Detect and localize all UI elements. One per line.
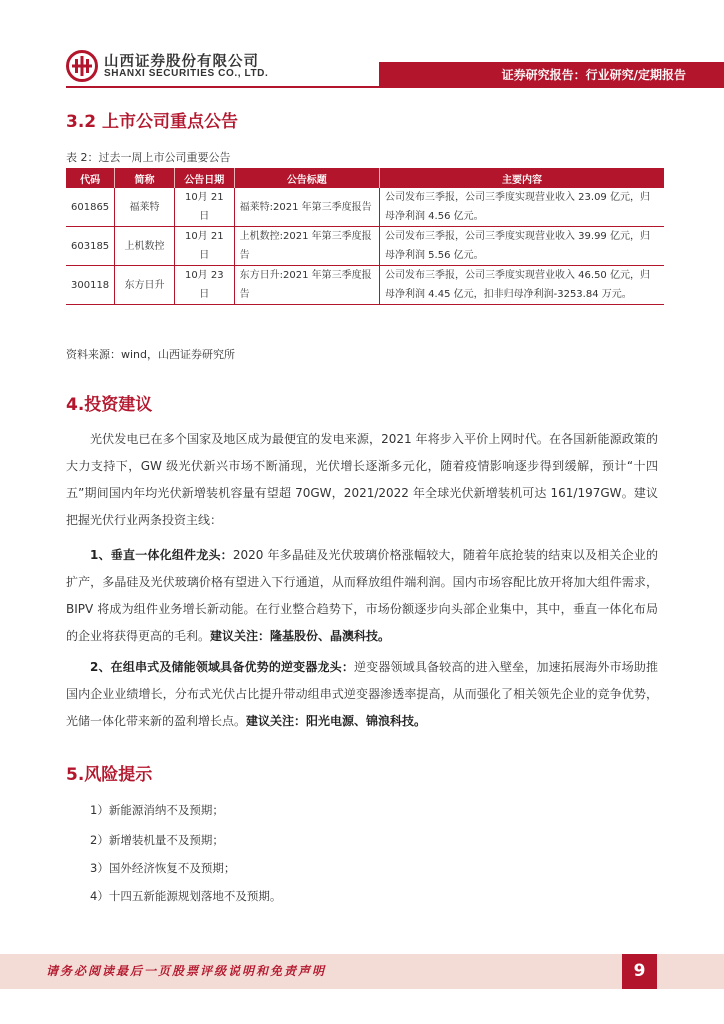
cell-title: 东方日升:2021 年第三季度报告 <box>234 266 379 305</box>
intro-paragraph: 光伏发电已在多个国家及地区成为最便宜的发电来源，2021 年将步入平价上网时代。在各国新能源政策的大力支持下，GW 级光伏新兴市场不断涌现，光伏增长逐渐多元化，随着疫情影响逐步得到缓解，预计“十四五”期间国内年均光伏新增装机容量有望超 70GW，2021/2022 年全球光伏新增装机可达 161/197GW。建议把握光伏行业两条投资主线： <box>66 432 658 527</box>
table-caption: 表 2：过去一周上市公司重要公告 <box>66 151 231 164</box>
cell-name: 上机数控 <box>115 227 175 266</box>
investment-point-2 <box>66 654 658 735</box>
footer-bar <box>0 954 724 989</box>
section-3-2-title: 3.2 上市公司重点公告 <box>66 112 239 132</box>
risk-item: 3）国外经济恢复不及预期； <box>90 861 236 875</box>
cell-code: 603185 <box>66 227 115 266</box>
company-logo <box>66 50 98 82</box>
point-1-body: 2020 年多晶硅及光伏玻璃价格涨幅较大，随着年底抢装的结束以及相关企业的扩产，多晶硅及光伏玻璃价格有望进入下行通道，从而释放组件端利润。国内市场容配比放开将加大组件需求，BIPV 将成为组件业务增长新动能。在行业整合趋势下，市场份额逐步向头部企业集中，其中，垂直一体化布局的企业将获得更高的毛利。 <box>66 548 658 643</box>
table-header-row <box>66 168 664 188</box>
section-4-title: 4.投资建议 <box>66 395 153 415</box>
footer-disclaimer: 请务必阅读最后一页股票评级说明和免责声明 <box>46 964 327 978</box>
risk-item: 2）新增装机量不及预期； <box>90 833 224 847</box>
cell-date: 10月 21 日 <box>174 227 234 266</box>
cell-content: 公司发布三季报，公司三季度实现营业收入 39.99 亿元，归母净利润 5.56 亿元。 <box>379 227 664 266</box>
cell-code: 300118 <box>66 266 115 305</box>
point-2-recommendation: 建议关注：阳光电源、锦浪科技。 <box>246 714 427 728</box>
cell-title: 福莱特:2021 年第三季度报告 <box>234 188 379 227</box>
cell-date: 10月 23 日 <box>174 266 234 305</box>
col-header-title: 公告标题 <box>234 168 379 188</box>
company-name-cn: 山西证券股份有限公司 <box>104 54 259 70</box>
point-1-recommendation: 建议关注：隆基股份、晶澳科技。 <box>210 629 391 643</box>
point-1-heading: 1、垂直一体化组件龙头： <box>90 548 233 562</box>
point-2-heading: 2、在组串式及储能领域具备优势的逆变器龙头： <box>90 660 354 674</box>
section-5-title: 5.风险提示 <box>66 765 153 785</box>
announcements-table <box>66 168 664 305</box>
risk-item: 1）新能源消纳不及预期； <box>90 803 224 817</box>
report-type: 证券研究报告：行业研究/定期报告 <box>501 68 686 82</box>
table-source: 资料来源：wind，山西证券研究所 <box>66 348 236 361</box>
cell-date: 10月 21 日 <box>174 188 234 227</box>
cell-content: 公司发布三季报，公司三季度实现营业收入 46.50 亿元，归母净利润 4.45 亿元，扣非归母净利润-3253.84 万元。 <box>379 266 664 305</box>
report-type-banner <box>379 62 724 88</box>
cell-name: 东方日升 <box>115 266 175 305</box>
header-divider <box>66 86 379 88</box>
col-header-name: 简称 <box>115 168 175 188</box>
cell-name: 福莱特 <box>115 188 175 227</box>
table-row <box>66 266 664 305</box>
page-number: 9 <box>622 954 657 989</box>
company-name-en: SHANXI SECURITIES CO., LTD. <box>104 68 269 79</box>
col-header-code: 代码 <box>66 168 115 188</box>
cell-title: 上机数控:2021 年第三季度报告 <box>234 227 379 266</box>
investment-point-1 <box>66 542 658 650</box>
table-row <box>66 188 664 227</box>
col-header-date: 公告日期 <box>174 168 234 188</box>
col-header-content: 主要内容 <box>379 168 664 188</box>
cell-code: 601865 <box>66 188 115 227</box>
table-row <box>66 227 664 266</box>
point-2-body: 逆变器领域具备较高的进入壁垒，加速拓展海外市场助推国内企业业绩增长，分布式光伏占比提升带动组串式逆变器渗透率提高，从而强化了相关领先企业的竞争优势，光储一体化带来新的盈利增长点。 <box>66 660 658 728</box>
risk-item: 4）十四五新能源规划落地不及预期。 <box>90 889 282 903</box>
cell-content: 公司发布三季报，公司三季度实现营业收入 23.09 亿元，归母净利润 4.56 亿元。 <box>379 188 664 227</box>
